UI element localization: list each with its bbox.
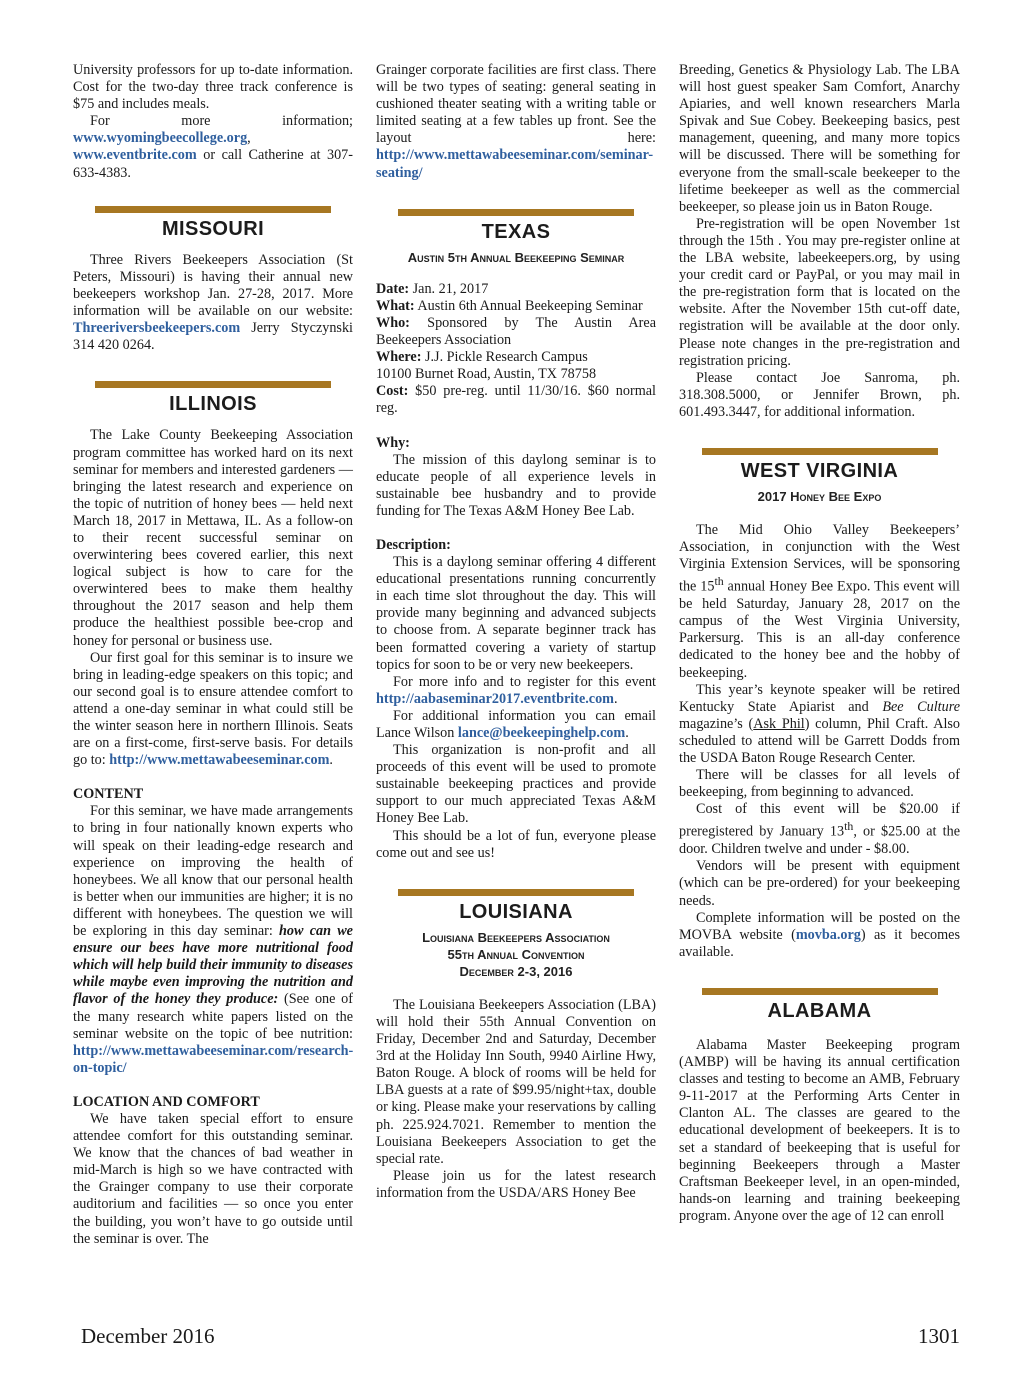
footer-date: December 2016 (81, 1324, 215, 1348)
texas-why-label: Why: (376, 434, 410, 451)
section-divider-bar (398, 209, 634, 216)
west-virginia-heading: WEST VIRGINIA (740, 459, 899, 482)
movba-link[interactable]: movba.org (795, 926, 861, 943)
section-divider-bar (95, 381, 331, 388)
texas-who: Who: Sponsored by The Austin Area Beekeepers Association (376, 314, 656, 349)
column-1 (73, 62, 353, 1248)
texas-cost: Cost: $50 pre-reg. until 11/30/16. $60 normal reg. (376, 383, 656, 417)
louisiana-sub-3: December 2-3, 2016 (459, 963, 573, 979)
texas-where: Where: J.J. Pickle Research Campus (376, 349, 588, 366)
louisiana-paragraph-1: The Louisiana Beekeepers Association (LBA) will hold their 55th Annual Convention on Friday, December 2nd and Saturday, December 3rd at the Holiday Inn South, 9940 Airline Hwy, Baton Rouge. A block of rooms will be held for LBA guests at a rate of $99.95/night+tax, double or king. Please make your reservations by calling ph. 225.924.7021. Remember to mention the Louisiana Beekeepers Association to get the special rate. (376, 996, 656, 1167)
texas-additional-info: For additional information you can email Lance Wilson lance@beekeepinghelp.com. (376, 707, 656, 741)
texas-closing: This should be a lot of fun, everyone please come out and see us! (376, 827, 656, 861)
wv-paragraph-1: The Mid Ohio Valley Beekeepers’ Association, in conjunction with the West Virginia Extension Services, will be sponsoring the 15th annual Honey Bee Expo. This event will be held Saturday, January 28, 2017 on the campus of the West Virginia University, Parkersurg. This is an all-day conference dedicated to the honey bee and the hobby of beekeeping. (679, 522, 960, 681)
texas-address: 10100 Burnet Road, Austin, TX 78758 (376, 366, 597, 383)
eventbrite-link[interactable]: www.eventbrite.com (73, 147, 197, 164)
illinois-paragraph-4: We have taken special effort to ensure attendee comfort for this outstanding seminar. We know that the chances of bad weather in mid-March is high so we have contracted with the Grainger company to use their corporate auditorium and facilities — so once you enter the building, you won’t have to go outside until the seminar is over. The (73, 1110, 353, 1247)
wv-paragraph-4: Cost of this event will be $20.00 if preregistered by January 13th, or $25.00 at the door. Children twelve and under - $8.00. (679, 801, 961, 858)
illinois-paragraph-1: The Lake County Beekeeping Association program committee has worked hard on its next seminar for members and interested gardeners — bringing the latest research and experience on the topic of nutrition of honey bees — held next March 18, 2017 in Mettawa, IL. As a follow-on to their recent successful seminar on overwintering bees covered earlier, this next logical subject is how to care for the overwintered bees to make them healthy throughout the 2017 season and help them produce the healthiest possible bee-crop and honey for personal or business use. (73, 427, 353, 649)
wv-paragraph-3: There will be classes for all levels of beekeeping, from beginning to advanced. (679, 767, 960, 801)
louisiana-paragraph-4: Pre-registration will be open November 1st through the 15th . You may pre-register online at the LBA website, labeekeepers.org, by using your credit card or PayPal, or you may mail in the pre-registration form that is located on the website. After the November 15th cut-off date, registration will be available at the door only. Please note changes in the pre-registration and registration pricing. (679, 215, 960, 369)
wyoming-beecollege-link[interactable]: www.wyomingbeecollege.org (73, 130, 248, 147)
texas-what: What: Austin 6th Annual Beekeeping Seminar (376, 297, 643, 314)
louisiana-paragraph-3: Breeding, Genetics & Physiology Lab. The LBA will host guest speaker Sam Comfort, Anarchy Apiaries, and well known researchers Marla Spivak and Sue Cobey. Beekeeping basics, pest management, queening, and many more topics will be discussed. There will be something for everyone from the small-scale beekeeper to the lifetime beekeeper as well as the commercial beekeeper, so please join us in Baton Rouge. (679, 62, 960, 215)
alabama-heading: ALABAMA (767, 999, 872, 1022)
louisiana-sub-1: Louisiana Beekeepers Association (422, 929, 610, 945)
texas-why-text: The mission of this daylong seminar is to educate people of all experience levels in sustainable bee husbandry and to provide funding for The Texas A&M Honey Bee Lab. (376, 451, 656, 519)
alabama-paragraph-1: Alabama Master Beekeeping program (AMBP) will be having its annual certification classes and testing to become an AMB, February 9-11-2017 at the Performing Arts Center in Clanton AL. The classes are geared to the educational development of beekeepers. It is to set a standard of beekeeping that is useful for beginning Beekeepers through a Master Craftsman Beekeeper level, in an open-minded, hands-on learning and training beekeeping program. Anyone over the age of 12 can enroll (679, 1036, 960, 1224)
west-virginia-subheading: 2017 Honey Bee Expo (757, 489, 882, 505)
wyoming-paragraph-2: For more information; www.wyomingbeecollege.org, www.eventbrite.com or call Catherine at 307-633-4383. (73, 113, 353, 181)
louisiana-heading: LOUISIANA (459, 900, 573, 923)
missouri-paragraph: Three Rivers Beekeepers Association (St Peters, Missouri) is having their annual new beekeepers workshop Jan. 27-28, 2017. More information will be available on our website: Threeriversbeekeepers.com Jerry Styczynski 314 420 0264. (73, 251, 353, 354)
threerivers-link[interactable]: Threeriversbeekeepers.com (73, 320, 241, 337)
texas-description-text: This is a daylong seminar offering 4 different educational presentations running concurrently in each time slot throughout the day. This will provide many beginning and advanced subjects to choose from. A separate beginner track has been formatted covering a variety of startup topics for soon to be or very new beekeepers. (376, 554, 656, 673)
content-subheading: CONTENT (73, 786, 144, 803)
section-divider-bar (95, 206, 331, 213)
wyoming-paragraph-1: University professors for up to-date information. Cost for the two-day three track conference is $75 and includes meals. (73, 62, 353, 113)
texas-date: Date: Jan. 21, 2017 (376, 280, 489, 297)
texas-subheading: Austin 5th Annual Beekeeping Seminar (407, 249, 625, 265)
mettawa-seminar-link[interactable]: http://www.mettawabeeseminar.com (109, 752, 330, 769)
texas-organization: This organization is non-profit and all proceeds of this event will be used to promote sustainable beekeeping practices and provide support to our much appreciated Texas A&M Honey Bee Lab. (376, 742, 656, 827)
illinois-heading: ILLINOIS (169, 393, 257, 416)
seminar-seating-link[interactable]: http://www.mettawabeeseminar.com/seminar-seating/ (376, 147, 654, 181)
wv-paragraph-5: Vendors will be present with equipment (which can be pre-ordered) for your beekeeping needs. (679, 858, 960, 909)
wv-paragraph-6: Complete information will be posted on the MOVBA website (movba.org) as it becomes available. (679, 909, 960, 960)
column-2 (376, 62, 656, 1202)
page-number: 1301 (918, 1324, 960, 1348)
column-3 (679, 62, 960, 1225)
section-divider-bar (702, 988, 938, 995)
louisiana-paragraph-2: Please join us for the latest research information from the USDA/ARS Honey Bee (376, 1167, 656, 1201)
texas-description-label: Description: (376, 536, 451, 553)
section-divider-bar (702, 448, 938, 455)
lance-email-link[interactable]: lance@beekeepinghelp.com (457, 725, 626, 741)
illinois-paragraph-2: Our first goal for this seminar is to insure we bring in leading-edge speakers on this topic; and our second goal is to ensure attendee comfort to attend a one-day seminar in what could still be the winter season here in northern Illinois. Seats are on a first-come, first-serve basis. For details go to: http://www.mettawabeeseminar.com. (73, 649, 353, 769)
aabaseminar-link[interactable]: http://aabaseminar2017.eventbrite.com (376, 690, 615, 707)
wv-paragraph-2: This year’s keynote speaker will be retired Kentucky State Apiarist and Bee Culture magazine’s (Ask Phil) column, Phil Craft. Also scheduled to attend will be Garrett Dodds from the USDA Baton Rouge Research Center. (679, 681, 960, 767)
texas-heading: TEXAS (481, 220, 551, 243)
illinois-paragraph-3: For this seminar, we have made arrangements to bring in four nationally known experts who will speak on their leading-edge research and experience on improving the health of honeybees. We all know that our personal health is better when our immunities are higher; it is no different with honeybees. The question we will be exploring in this day seminar: how can we ensure our bees have more nutritional food which will help build their immunity to diseases while maybe even improving the nutrition and flavor of the honey they produce: (See one of the many research white papers listed on the seminar website on the topic of bee nutrition: http://www.mettawabeeseminar.com/research-on-topic/ (73, 803, 354, 1076)
location-comfort-subheading: LOCATION AND COMFORT (73, 1093, 260, 1110)
grainger-paragraph: Grainger corporate facilities are first class. There will be two types of seating: general seating in cushioned theater seating with a writing table or limited seating at a few tables up front. See the layout here: http://www.mettawabeeseminar.com/seminar-seating/ (376, 62, 656, 181)
research-topic-link[interactable]: http://www.mettawabeeseminar.com/research-on-topic/ (73, 1042, 354, 1076)
texas-more-info: For more info and to register for this event http://aabaseminar2017.eventbrite.com. (376, 673, 656, 707)
louisiana-paragraph-5: Please contact Joe Sanroma, ph. 318.308.5000, or Jennifer Brown, ph. 601.493.3447, for additional information. (679, 369, 960, 420)
section-divider-bar (398, 889, 634, 896)
louisiana-sub-2: 55th Annual Convention (447, 946, 585, 962)
missouri-heading: MISSOURI (161, 217, 265, 240)
